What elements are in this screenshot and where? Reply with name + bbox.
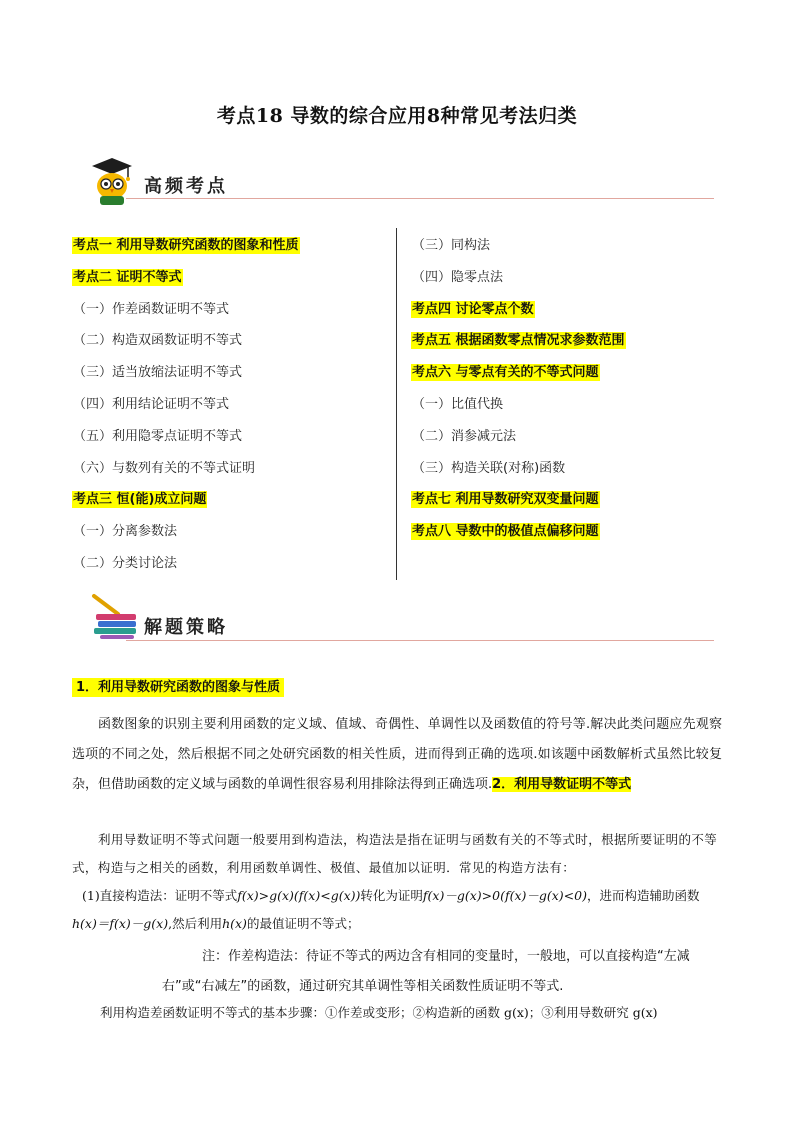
toc-item[interactable] xyxy=(411,232,711,264)
toc-item-label: （三）适当放缩法证明不等式 xyxy=(73,365,243,381)
toc-item-label: （一）比值代换 xyxy=(412,396,504,412)
toc-item-label: 考点七 利用导数研究双变量问题 xyxy=(412,492,599,508)
banner-strategy xyxy=(88,592,714,648)
method1-text-c: ，进而构造辅助函数 xyxy=(586,888,700,903)
toc-item[interactable] xyxy=(411,359,711,391)
method1-formula-1: f(x)>g(x)(f(x)<g(x)) xyxy=(237,888,361,903)
toc-item-label: 考点八 导数中的极值点偏移问题 xyxy=(412,524,599,540)
banner-frequent xyxy=(88,156,714,212)
toc-item[interactable] xyxy=(72,486,392,518)
section1-paragraph-text: 函数图象的识别主要利用函数的定义域、值域、奇偶性、单调性以及函数值的符号等.解决此类问题应先观察选项的不同之处，然后根据不同之处研究函数的相关性质，进而得到正确的选项.如该题中函数解析式虽然比较复杂，但借助函数的定义域与函数的单调性很容易利用排除法得到正确选项. xyxy=(72,717,722,792)
method1-text-a: (1)直接构造法：证明不等式 xyxy=(82,888,238,903)
toc-item[interactable] xyxy=(72,232,392,264)
toc-item-label: （三）同构法 xyxy=(412,238,491,253)
toc-item-label: 考点六 与零点有关的不等式问题 xyxy=(412,365,599,381)
toc-item-label: （六）与数列有关的不等式证明 xyxy=(73,460,256,476)
toc-item-label: 考点一 利用导数研究函数的图象和性质 xyxy=(73,238,299,253)
toc-item-label: （三）构造关联(对称)函数 xyxy=(412,460,566,476)
note-text: 注：作差构造法：待证不等式的两边含有相同的变量时，一般地，可以直接构造“左减右”或“右减左”的函数，通过研究其单调性等相关函数性质证明不等式. xyxy=(162,949,690,994)
toc-item[interactable] xyxy=(72,296,392,328)
note-paragraph xyxy=(162,942,722,1002)
toc-item[interactable] xyxy=(72,518,392,550)
toc-item-label: 考点五 根据函数零点情况求参数范围 xyxy=(412,333,625,349)
toc-item[interactable] xyxy=(72,264,392,296)
toc-item[interactable] xyxy=(411,296,711,328)
method1-formula-4: h(x) xyxy=(222,916,247,931)
banner-frequent-rule xyxy=(126,198,714,199)
toc-item[interactable] xyxy=(411,423,711,455)
toc-item[interactable] xyxy=(72,391,392,423)
books-pencil-icon xyxy=(88,592,138,644)
method1-formula-3: h(x)＝f(x)－g(x) xyxy=(72,916,169,931)
section2-heading: 2．利用导数证明不等式 xyxy=(492,777,632,792)
toc-divider xyxy=(396,228,397,580)
toc-item[interactable] xyxy=(411,455,711,487)
section1-heading-text: 1．利用导数研究函数的图象与性质 xyxy=(72,678,284,697)
method1-paragraph xyxy=(72,882,722,938)
section1-paragraph xyxy=(72,710,722,800)
method1-formula-2: f(x)－g(x)>0(f(x)－g(x)<0) xyxy=(422,888,587,903)
toc-item-label: （五）利用隐零点证明不等式 xyxy=(73,428,243,444)
toc-item-label: 考点二 证明不等式 xyxy=(73,269,182,285)
banner-strategy-rule xyxy=(126,640,714,641)
toc-item[interactable] xyxy=(411,391,711,423)
banner-frequent-label: 高频考点 xyxy=(144,176,228,197)
toc-item-label: （二）分类讨论法 xyxy=(73,555,178,571)
toc-item[interactable] xyxy=(72,359,392,391)
page-title: 考点18 导数的综合应用8种常见考法归类 xyxy=(216,105,578,127)
toc-item-label: （一）分离参数法 xyxy=(73,524,178,540)
toc-item[interactable] xyxy=(411,486,711,518)
toc-right-column xyxy=(411,232,711,550)
toc-item-label: 考点三 恒(能)成立问题 xyxy=(73,492,207,508)
toc-item-label: （一）作差函数证明不等式 xyxy=(73,301,230,317)
toc-item[interactable] xyxy=(411,518,711,550)
toc-item[interactable] xyxy=(72,550,392,582)
banner-strategy-label: 解题策略 xyxy=(144,617,228,638)
toc-item-label: （四）利用结论证明不等式 xyxy=(73,396,230,412)
method1-text-e: 的最值证明不等式； xyxy=(246,916,360,931)
toc-item[interactable] xyxy=(72,423,392,455)
toc-item-label: （二）构造双函数证明不等式 xyxy=(73,333,243,349)
method1-text-b: 转化为证明 xyxy=(360,888,423,903)
toc-item[interactable] xyxy=(411,264,711,296)
section2-intro: 利用导数证明不等式问题一般要用到构造法，构造法是指在证明与函数有关的不等式时，根据所要证明的不等式，构造与之相关的函数，利用函数单调性、极值、最值加以证明．常见的构造方法有： xyxy=(72,832,718,875)
scholar-owl-icon xyxy=(88,156,134,212)
toc-item[interactable] xyxy=(72,455,392,487)
toc-item[interactable] xyxy=(72,327,392,359)
toc-item-label: 考点四 讨论零点个数 xyxy=(412,301,534,317)
toc-left-column xyxy=(72,232,392,582)
steps-line: 利用构造差函数证明不等式的基本步骤：①作差或变形；②构造新的函数 g(x)；③利用导数研究 g(x) xyxy=(100,1005,658,1020)
section1-heading xyxy=(72,676,722,695)
toc-item-label: （二）消参减元法 xyxy=(412,428,517,444)
method1-text-d: ,然后利用 xyxy=(168,916,223,931)
toc-item[interactable] xyxy=(411,327,711,359)
toc-item-label: （四）隐零点法 xyxy=(412,269,504,285)
